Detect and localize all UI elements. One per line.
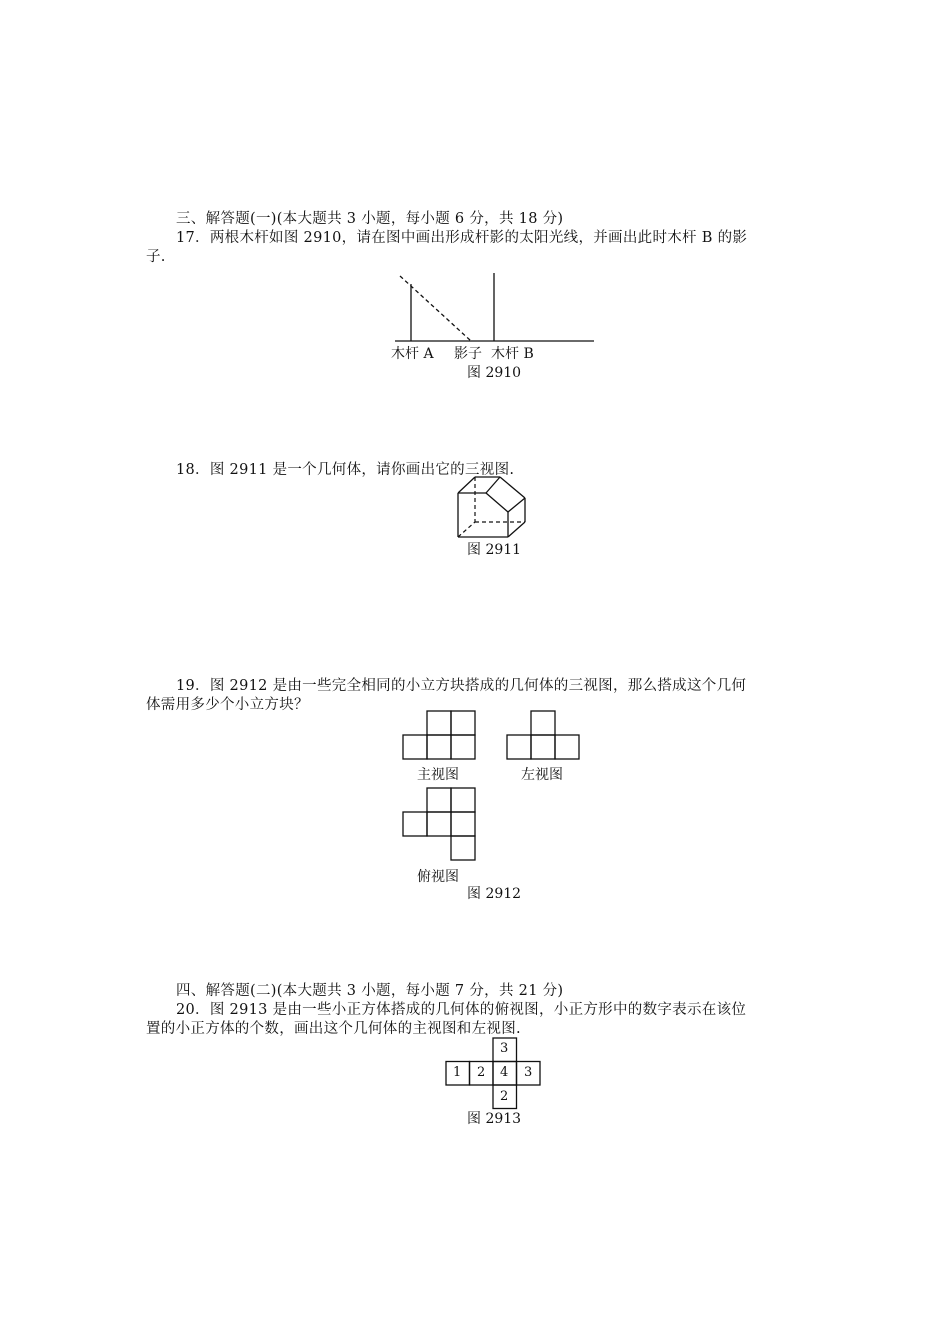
cell-right: 3 [524,1065,533,1080]
front-view-label: 主视图 [417,767,459,783]
label-pole-a: 木杆 A [391,346,434,362]
label-pole-b: 木杆 B [491,346,534,362]
left-view-label: 左视图 [521,767,563,783]
section3-heading: 三、解答题(一)(本大题共 3 小题，每小题 6 分，共 18 分) [176,211,564,227]
cell-left2: 2 [477,1065,486,1080]
figure-caption-2912: 图 2912 [467,886,522,902]
cell-center: 4 [500,1065,509,1080]
figure-caption-2913: 图 2913 [467,1111,522,1127]
label-shadow: 影子 [454,346,482,362]
q19-text-line2: 体需用多少个小立方块？ [146,697,309,713]
q17-text-line1: 17．两根木杆如图 2910，请在图中画出形成杆影的太阳光线，并画出此时木杆 B 的影 [176,230,748,246]
figure-caption-2911: 图 2911 [467,542,522,558]
figure-caption-2910: 图 2910 [467,365,522,381]
cell-top: 3 [500,1041,509,1056]
section4-heading: 四、解答题(二)(本大题共 3 小题，每小题 7 分，共 21 分) [176,983,564,999]
q18-text-line1: 18．图 2911 是一个几何体，请你画出它的三视图. [176,462,515,478]
top-view-label: 俯视图 [417,869,459,885]
q17-text-line2: 子. [146,249,166,265]
cell-left1: 1 [453,1065,462,1080]
q19-text-line1: 19．图 2912 是由一些完全相同的小立方块搭成的几何体的三视图，那么搭成这个几何 [176,678,747,694]
q20-text-line1: 20．图 2913 是由一些小正方体搭成的几何体的俯视图，小正方形中的数字表示在该位 [176,1002,747,1018]
cell-bottom: 2 [500,1089,509,1104]
q20-text-line2: 置的小正方体的个数，画出这个几何体的主视图和左视图. [146,1021,521,1037]
